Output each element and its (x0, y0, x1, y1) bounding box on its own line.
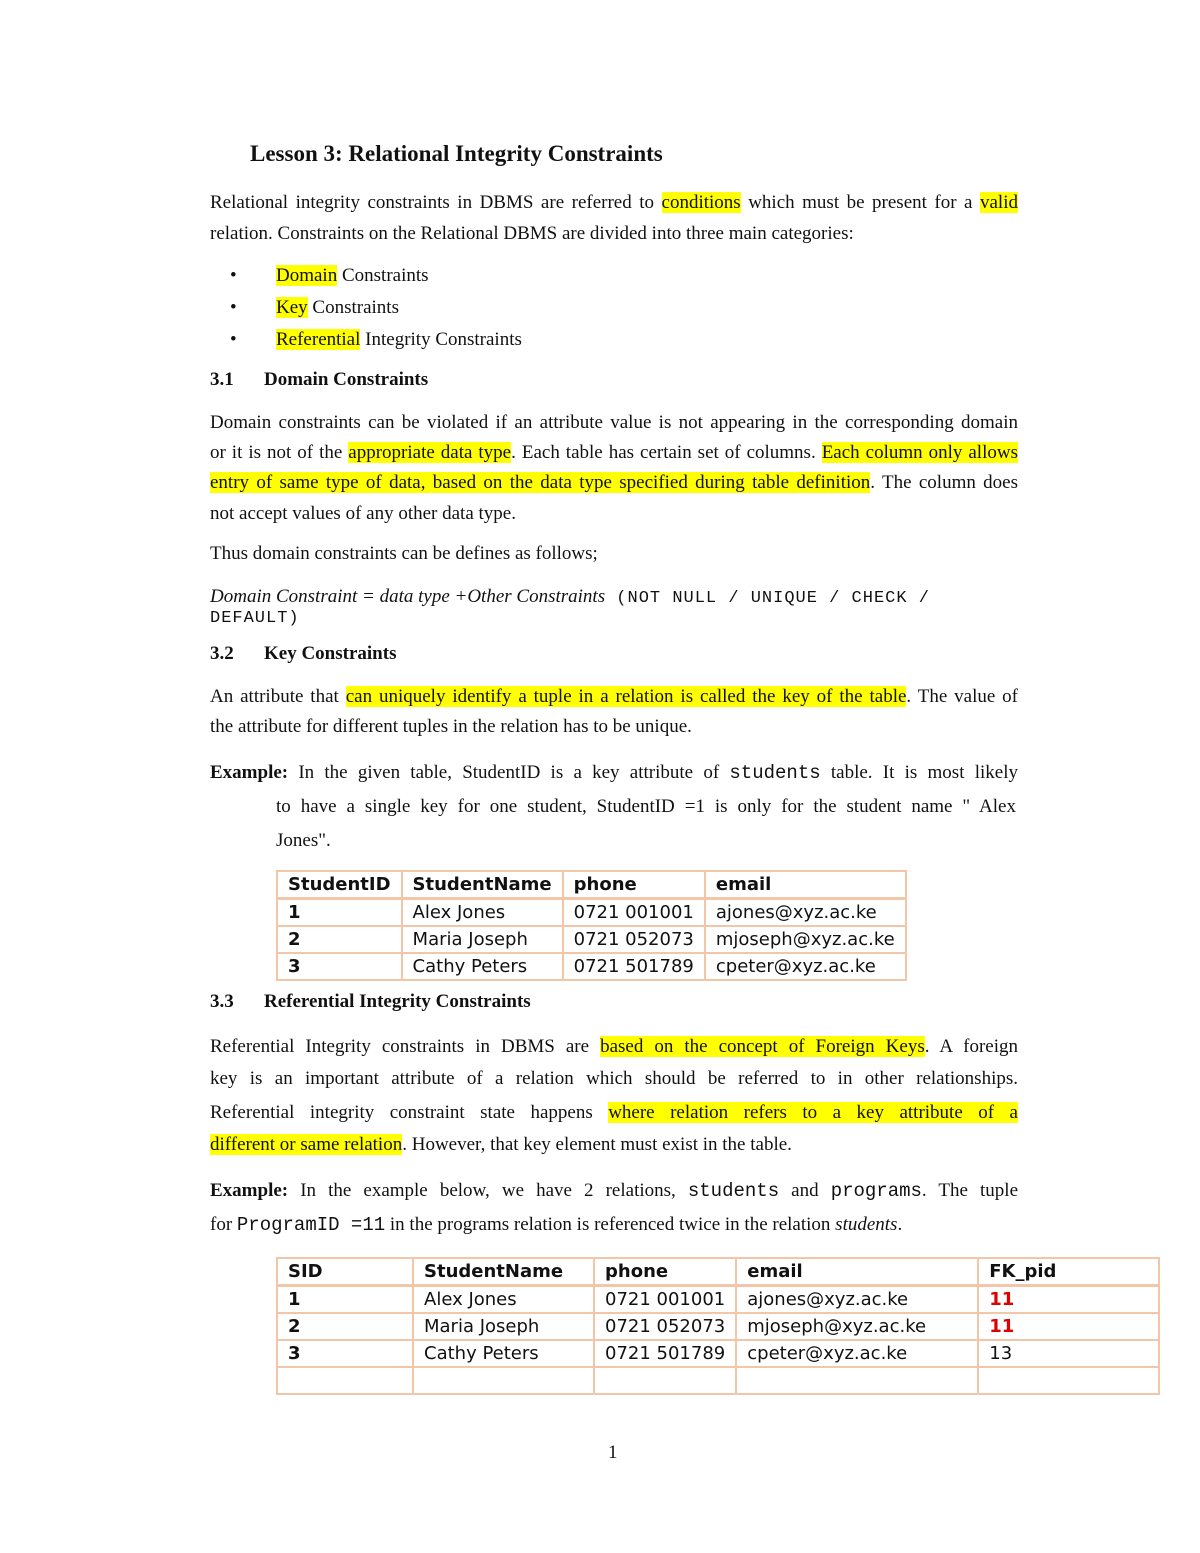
ref-para-line-3: Referential integrity constraint state happens where relation refers to a key attribute of a (210, 1102, 1018, 1123)
table-header-row (277, 871, 906, 899)
table-row (277, 953, 906, 980)
table-cell: mjoseph@xyz.ac.ke (736, 1313, 978, 1340)
students-programs-table (276, 1257, 1160, 1395)
table-row (277, 1367, 1159, 1394)
table-row (277, 1313, 1159, 1340)
table-cell: 0721 001001 (563, 899, 705, 927)
key-example-line-2: to have a single key for one student, StudentID =1 is only for the student name " Alex (276, 796, 1016, 817)
domain-para-line-1: Domain constraints can be violated if an attribute value is not appearing in the corresponding domain (210, 412, 1018, 433)
table-cell: ajones@xyz.ac.ke (705, 899, 906, 927)
highlight: valid (980, 192, 1018, 213)
table-cell: 1 (277, 1286, 413, 1314)
column-header: SID (277, 1258, 413, 1286)
table-cell: 0721 052073 (563, 926, 705, 953)
key-example-line-1: Example: In the given table, StudentID is a key attribute of students table. It is most likely (210, 762, 1018, 784)
section-heading-3-1: 3.1 Domain Constraints (210, 369, 429, 390)
table-cell: 0721 001001 (594, 1286, 736, 1314)
key-example-line-3: Jones". (276, 830, 331, 851)
column-header: email (736, 1258, 978, 1286)
category-list (230, 260, 522, 356)
highlight: conditions (661, 192, 741, 213)
table-cell: 1 (277, 899, 402, 927)
table-cell: Maria Joseph (402, 926, 563, 953)
ref-example-line-1: Example: In the example below, we have 2 relations, students and programs. The tuple (210, 1180, 1019, 1202)
column-header: phone (594, 1258, 736, 1286)
table-cell: 11 (978, 1313, 1159, 1340)
key-para-line-1: An attribute that can uniquely identify a tuple in a relation is called the key of the table. The value of (210, 686, 1019, 707)
domain-para-line-4: not accept values of any other data type. (210, 503, 516, 524)
ref-para-line-4: different or same relation. However, that key element must exist in the table. (210, 1134, 792, 1155)
table-cell (594, 1367, 736, 1394)
domain-para-line-3: entry of same type of data, based on the data type specified during table definition. The column does (210, 472, 1018, 493)
page-number: 1 (608, 1442, 618, 1463)
table-cell: Maria Joseph (413, 1313, 594, 1340)
table-cell: 0721 501789 (563, 953, 705, 980)
list-item: • Key Constraints (230, 297, 399, 318)
table-cell: 3 (277, 953, 402, 980)
ref-para-line-1: Referential Integrity constraints in DBMS are based on the concept of Foreign Keys. A foreign (210, 1036, 1018, 1057)
ref-para-line-2: key is an important attribute of a relation which should be referred to in other relationships. (210, 1068, 1018, 1089)
domain-para-line-2: or it is not of the appropriate data type. Each table has certain set of columns. Each column only allows (210, 442, 1018, 463)
table-cell (736, 1367, 978, 1394)
table-cell: 0721 052073 (594, 1313, 736, 1340)
table-cell: mjoseph@xyz.ac.ke (705, 926, 906, 953)
table-cell: Alex Jones (413, 1286, 594, 1314)
domain-formula: Domain Constraint = data type +Other Constraints (NOT NULL / UNIQUE / CHECK / (210, 586, 930, 608)
column-header: email (705, 871, 906, 899)
table-cell: 0721 501789 (594, 1340, 736, 1367)
column-header: FK_pid (978, 1258, 1159, 1286)
table-cell (978, 1367, 1159, 1394)
students-table (276, 870, 907, 981)
table-cell: cpeter@xyz.ac.ke (736, 1340, 978, 1367)
table-cell: 3 (277, 1340, 413, 1367)
table-cell: 11 (978, 1286, 1159, 1314)
table-cell: Alex Jones (402, 899, 563, 927)
column-header: StudentName (413, 1258, 594, 1286)
table-header-row (277, 1258, 1159, 1286)
table-cell (413, 1367, 594, 1394)
page-title: Lesson 3: Relational Integrity Constraints (250, 141, 663, 166)
table-row (277, 899, 906, 927)
key-para-line-2: the attribute for different tuples in the relation has to be unique. (210, 716, 692, 737)
section-heading-3-3: 3.3 Referential Integrity Constraints (210, 991, 531, 1012)
table-row (277, 926, 906, 953)
column-header: phone (563, 871, 705, 899)
column-header: StudentName (402, 871, 563, 899)
column-header: StudentID (277, 871, 402, 899)
table-cell: 13 (978, 1340, 1159, 1367)
table-row (277, 1286, 1159, 1314)
table-cell: 2 (277, 1313, 413, 1340)
intro-line-1: Relational integrity constraints in DBMS are referred to conditions which must be present for a valid (210, 192, 1018, 213)
ref-example-line-2: for ProgramID =11 in the programs relation is referenced twice in the relation students. (210, 1214, 903, 1236)
list-item: • Domain Constraints (230, 265, 429, 286)
table-cell: Cathy Peters (413, 1340, 594, 1367)
intro-line-2: relation. Constraints on the Relational DBMS are divided into three main categories: (210, 223, 854, 244)
list-item: • Referential Integrity Constraints (230, 329, 522, 350)
table-row (277, 1340, 1159, 1367)
table-cell: Cathy Peters (402, 953, 563, 980)
table-cell (277, 1367, 413, 1394)
table-cell: cpeter@xyz.ac.ke (705, 953, 906, 980)
table-cell: 2 (277, 926, 402, 953)
domain-thus: Thus domain constraints can be defines as follows; (210, 543, 598, 564)
domain-formula-cont: DEFAULT) (210, 609, 300, 628)
section-heading-3-2: 3.2 Key Constraints (210, 643, 397, 664)
table-cell: ajones@xyz.ac.ke (736, 1286, 978, 1314)
